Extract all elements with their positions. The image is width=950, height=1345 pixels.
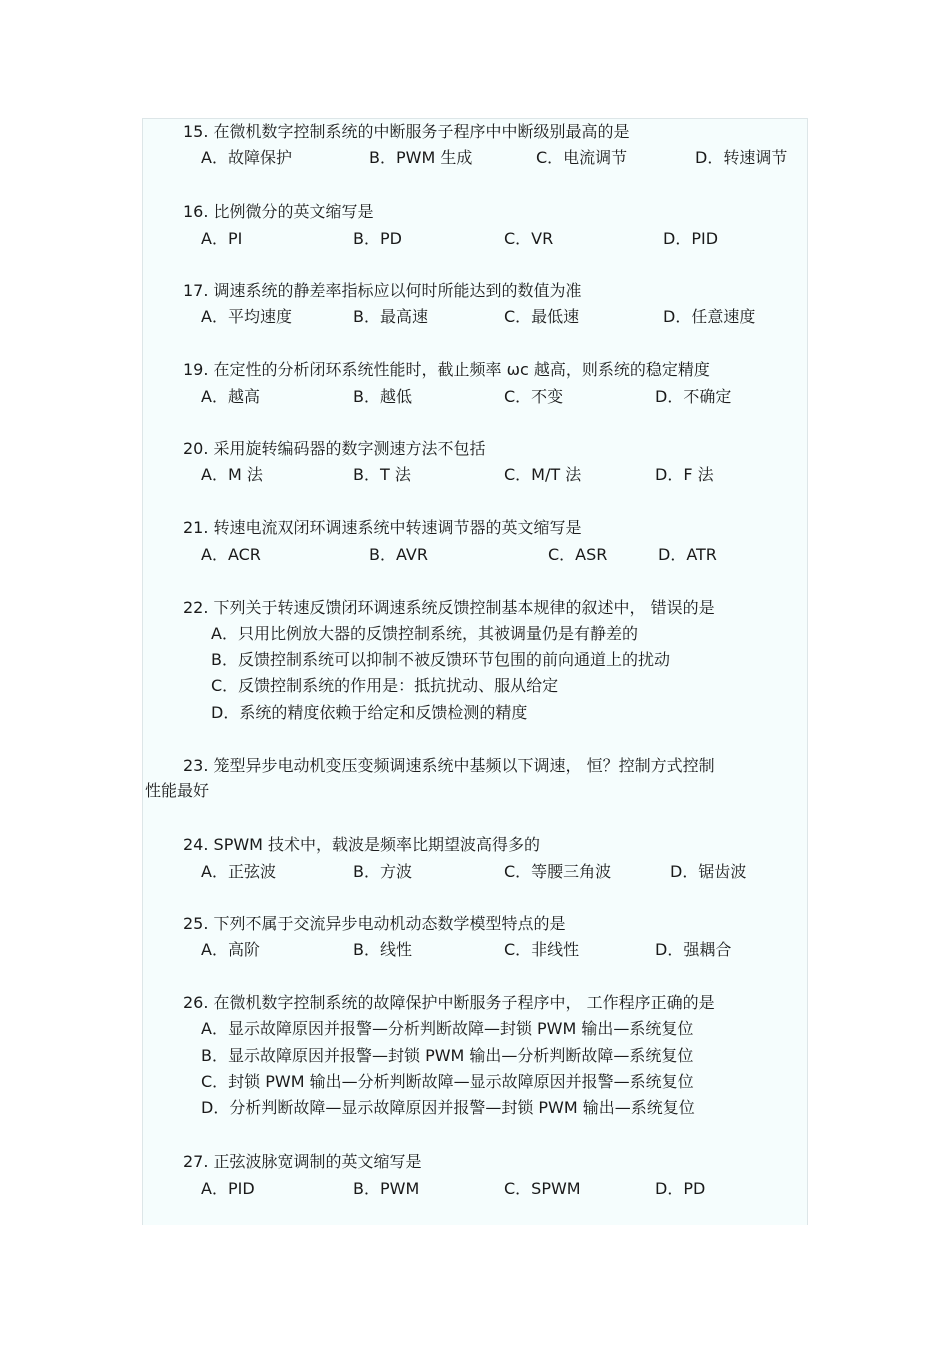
option-a: A．正弦波 bbox=[201, 862, 276, 881]
option-b: B．显示故障原因并报警—封锁 PWM 输出—分析判断故障—系统复位 bbox=[201, 1046, 694, 1065]
option-d: D．锯齿波 bbox=[670, 862, 747, 881]
option-a: A．只用比例放大器的反馈控制系统，其被调量仍是有静差的 bbox=[211, 624, 638, 643]
option-a: A．PID bbox=[201, 1179, 255, 1198]
question-15-stem: 15. 在微机数字控制系统的中断服务子程序中中断级别最高的是 bbox=[183, 122, 630, 141]
option-d: D．任意速度 bbox=[663, 307, 756, 326]
option-a: A．显示故障原因并报警—分析判断故障—封锁 PWM 输出—系统复位 bbox=[201, 1019, 694, 1038]
question-21-stem: 21. 转速电流双闭环调速系统中转速调节器的英文缩写是 bbox=[183, 518, 582, 537]
option-b: B．方波 bbox=[353, 862, 412, 881]
option-b: B．PD bbox=[353, 229, 402, 248]
option-a: A．高阶 bbox=[201, 940, 260, 959]
option-a: A．PI bbox=[201, 229, 243, 248]
option-b: B．反馈控制系统可以抑制不被反馈环节包围的前向通道上的扰动 bbox=[211, 650, 670, 669]
question-20-stem: 20. 采用旋转编码器的数字测速方法不包括 bbox=[183, 439, 486, 458]
option-d: D．强耦合 bbox=[655, 940, 732, 959]
option-d: D．ATR bbox=[658, 545, 717, 564]
question-23-stem: 23. 笼型异步电动机变压变频调速系统中基频以下调速， 恒？控制方式控制 bbox=[183, 756, 715, 775]
option-a: A．故障保护 bbox=[201, 148, 292, 167]
option-c: C．ASR bbox=[548, 545, 608, 564]
option-b: B．越低 bbox=[353, 387, 412, 406]
option-d: D．PD bbox=[655, 1179, 706, 1198]
option-c: C．不变 bbox=[504, 387, 564, 406]
option-c: C．VR bbox=[504, 229, 554, 248]
option-b: B．PWM 生成 bbox=[369, 148, 473, 167]
option-d: D．F 法 bbox=[655, 465, 714, 484]
option-b: B．T 法 bbox=[353, 465, 411, 484]
option-c: C．最低速 bbox=[504, 307, 580, 326]
option-c: C．等腰三角波 bbox=[504, 862, 612, 881]
option-a: A．ACR bbox=[201, 545, 261, 564]
option-a: A．平均速度 bbox=[201, 307, 292, 326]
question-17-stem: 17. 调速系统的静差率指标应以何时所能达到的数值为准 bbox=[183, 281, 582, 300]
option-b: B．PWM bbox=[353, 1179, 420, 1198]
option-c: C．封锁 PWM 输出—分析判断故障—显示故障原因并报警—系统复位 bbox=[201, 1072, 694, 1091]
question-27-stem: 27. 正弦波脉宽调制的英文缩写是 bbox=[183, 1152, 422, 1171]
question-26-stem: 26. 在微机数字控制系统的故障保护中断服务子程序中， 工作程序正确的是 bbox=[183, 993, 715, 1012]
question-25-stem: 25. 下列不属于交流异步电动机动态数学模型特点的是 bbox=[183, 914, 566, 933]
option-a: A．越高 bbox=[201, 387, 260, 406]
option-c: C．非线性 bbox=[504, 940, 580, 959]
option-b: B．AVR bbox=[369, 545, 428, 564]
option-b: B．最高速 bbox=[353, 307, 428, 326]
option-d: D．PID bbox=[663, 229, 719, 248]
option-c: C．M/T 法 bbox=[504, 465, 582, 484]
question-23-stem-continued: 性能最好 bbox=[145, 781, 210, 800]
question-24-stem: 24. SPWM 技术中，载波是频率比期望波高得多的 bbox=[183, 835, 541, 854]
option-d: D．分析判断故障—显示故障原因并报警—封锁 PWM 输出—系统复位 bbox=[201, 1098, 695, 1117]
option-d: D．不确定 bbox=[655, 387, 732, 406]
option-b: B．线性 bbox=[353, 940, 412, 959]
option-a: A．M 法 bbox=[201, 465, 263, 484]
question-19-stem: 19. 在定性的分析闭环系统性能时，截止频率 ωc 越高，则系统的稳定精度 bbox=[183, 360, 710, 379]
option-d: D．系统的精度依赖于给定和反馈检测的精度 bbox=[211, 703, 528, 722]
option-c: C．反馈控制系统的作用是：抵抗扰动、服从给定 bbox=[211, 676, 559, 695]
question-16-stem: 16. 比例微分的英文缩写是 bbox=[183, 202, 374, 221]
option-d: D．转速调节 bbox=[695, 148, 788, 167]
option-c: C．电流调节 bbox=[536, 148, 628, 167]
question-22-stem: 22. 下列关于转速反馈闭环调速系统反馈控制基本规律的叙述中， 错误的是 bbox=[183, 598, 715, 617]
question-panel bbox=[142, 118, 808, 1225]
option-c: C．SPWM bbox=[504, 1179, 581, 1198]
